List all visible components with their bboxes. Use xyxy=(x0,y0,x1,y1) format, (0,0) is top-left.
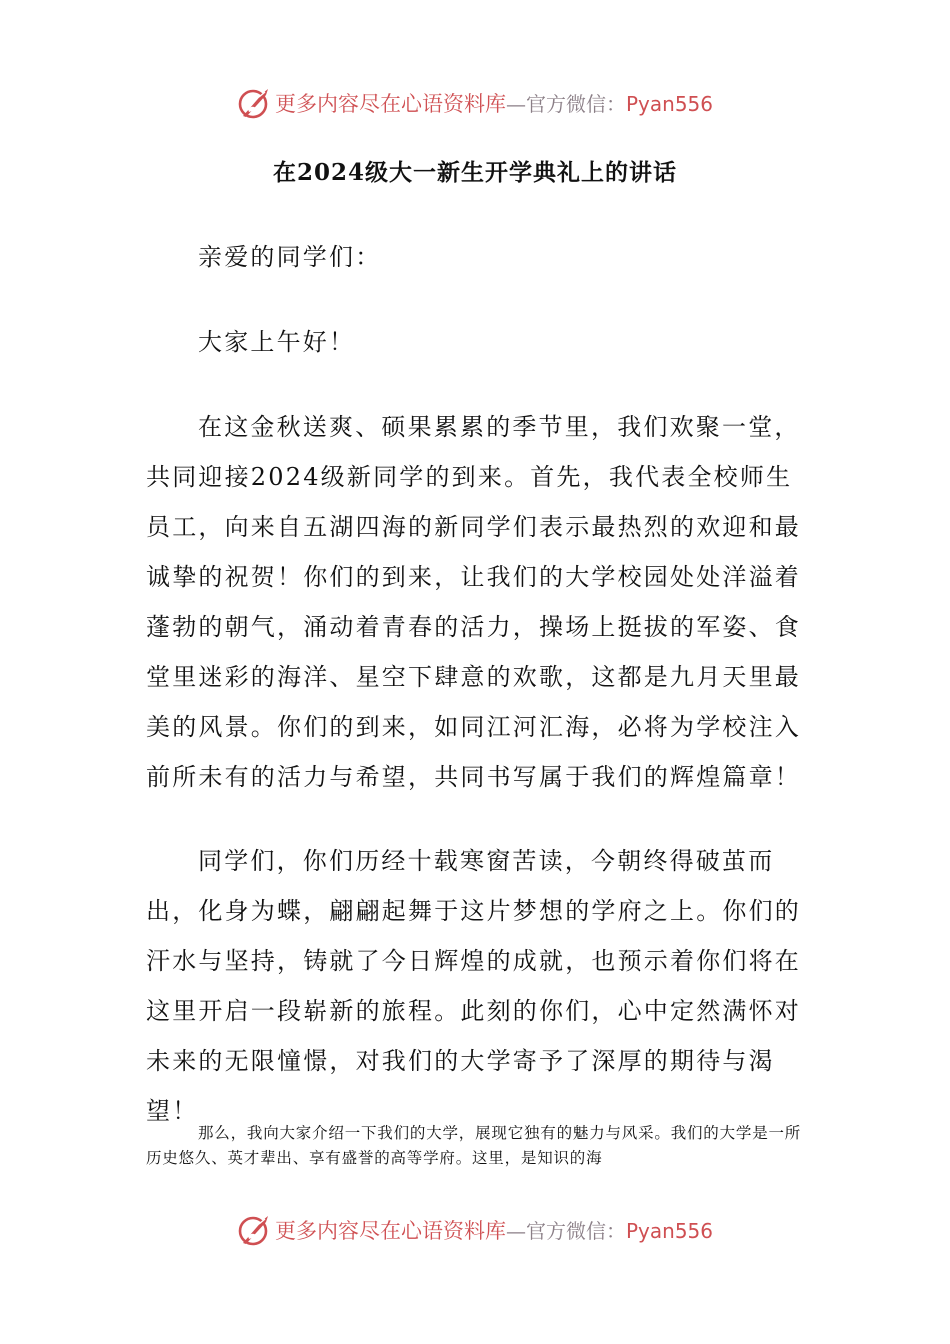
document-title: 在2024级大一新生开学典礼上的讲话 xyxy=(272,159,677,186)
pen-logo-icon xyxy=(237,1212,273,1248)
header-banner xyxy=(0,83,950,123)
footer-banner xyxy=(0,1210,950,1250)
banner-wechat-label: 官方微信： xyxy=(525,1219,626,1243)
banner-wechat-label: 官方微信： xyxy=(525,92,626,116)
paragraph-3-small: 那么，我向大家介绍一下我们的大学，展现它独有的魅力与风采。我们的大学是一所历史悠久、英才辈出、享有盛誉的高等学府。这里，是知识的海 xyxy=(146,1124,802,1167)
banner-text xyxy=(275,88,713,118)
banner-separator: — xyxy=(505,92,526,116)
banner-separator: — xyxy=(505,1219,526,1243)
banner-main-text: 更多内容尽在心语资料库 xyxy=(274,1219,506,1243)
banner-wechat-id: Pyan556 xyxy=(625,92,713,116)
banner-text xyxy=(275,1215,713,1245)
paragraph-1: 在这金秋送爽、硕果累累的季节里，我们欢聚一堂，共同迎接2024级新同学的到来。首先，我代表全校师生员工，向来自五湖四海的新同学们表示最热烈的欢迎和最诚挚的祝贺！你们的到来，让我们的大学校园处处洋溢着蓬勃的朝气，涌动着青春的活力，操场上挺拔的军姿、食堂里迷彩的海洋、星空下肆意的欢歌，这都是九月天里最美的风景。你们的到来，如同江河汇海，必将为学校注入前所未有的活力与希望，共同书写属于我们的辉煌篇章！ xyxy=(146,413,801,791)
banner-main-text: 更多内容尽在心语资料库 xyxy=(274,92,506,116)
greeting: 大家上午好！ xyxy=(198,328,356,356)
pen-logo-icon xyxy=(237,85,273,121)
salutation: 亲爱的同学们： xyxy=(198,243,382,271)
paragraph-2: 同学们，你们历经十载寒窗苦读，今朝终得破茧而出，化身为蝶，翩翩起舞于这片梦想的学府之上。你们的汗水与坚持，铸就了今日辉煌的成就，也预示着你们将在这里开启一段崭新的旅程。此刻的你们，心中定然满怀对未来的无限憧憬，对我们的大学寄予了深厚的期待与渴望！ xyxy=(146,847,801,1125)
banner-wechat-id: Pyan556 xyxy=(625,1219,713,1243)
